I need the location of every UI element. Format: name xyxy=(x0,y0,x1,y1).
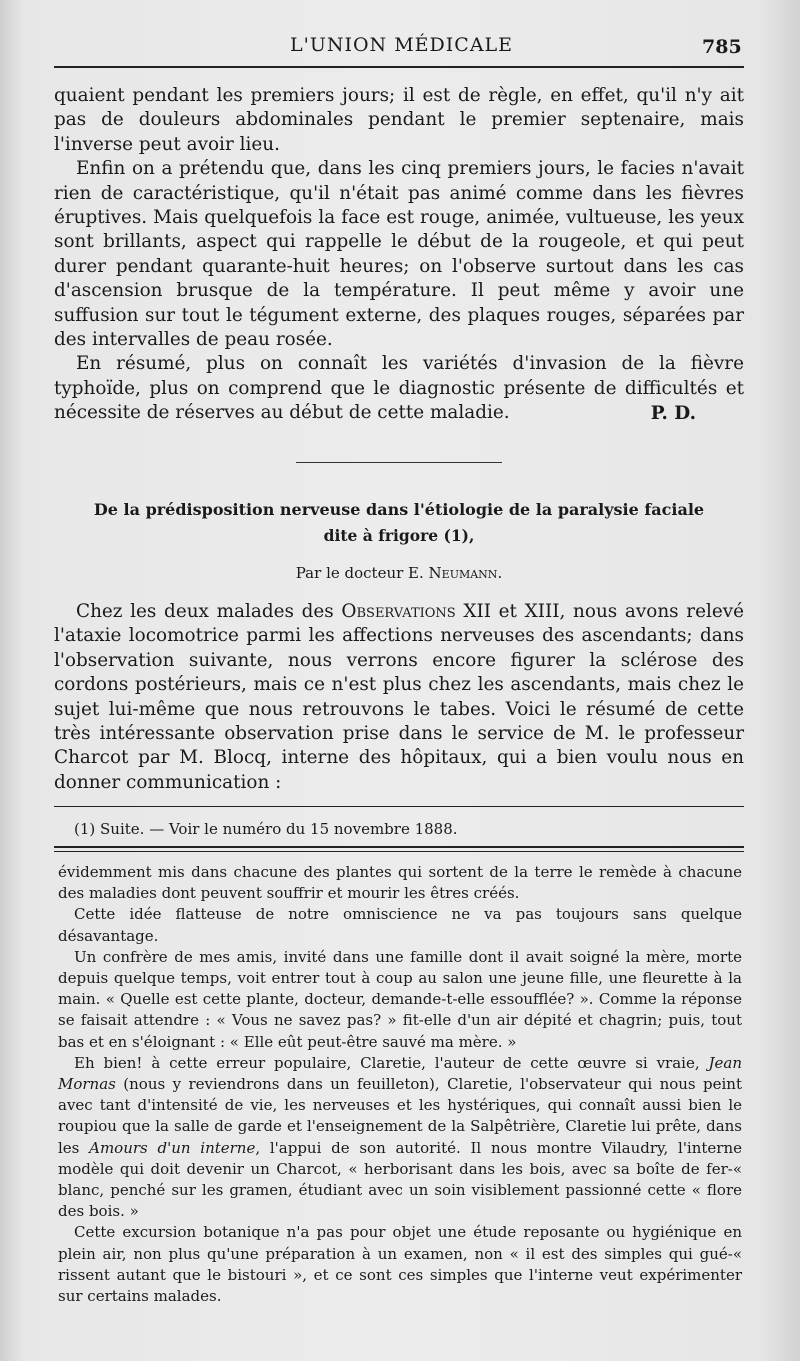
byline-suffix: . xyxy=(497,564,503,582)
footnote-rule xyxy=(54,806,744,807)
small-caps-span: Observations xyxy=(341,601,456,622)
paragraph: Cette excursion botanique n'a pas pour objet une étude reposante ou hygiénique en plein air, non plus qu'une préparation à un examen, non « il est des simples qui gué-« rissent autant que le bistouri », et ce sont ces simples que l'interne veut expérimenter sur certains malades. xyxy=(58,1223,742,1306)
paragraph: Enfin on a prétendu que, dans les cinq premiers jours, le facies n'avait rien de caractéristique, qu'il n'était pas animé comme dans les fièvres éruptives. Mais quelquefois la face est rouge, animée, vultueuse, les yeux sont brillants, aspect qui rappelle le début de la rougeole, et qui peut durer pendant quarante-huit heures; on l'observe surtout dans les cas d'ascension brusque de la température. Il peut même y avoir une suffusion sur tout le tégument externe, des plaques rouges, séparées par des intervalles de peau rosée. xyxy=(54,158,744,351)
feuilleton-text xyxy=(58,862,742,1307)
feuilleton-rule-bottom xyxy=(54,851,744,852)
article-body xyxy=(54,600,744,795)
text-span: Chez les deux malades des xyxy=(76,601,342,622)
previous-article-text xyxy=(54,84,744,426)
paragraph: évidemment mis dans chacune des plantes qui sortent de la terre le remède à chacune des maladies dont peuvent souffrir et mourir les êtres créés. xyxy=(58,863,742,903)
paragraph: Cette idée flatteuse de notre omniscience ne va pas toujours sans quelque désavantage. xyxy=(58,905,742,945)
paragraph xyxy=(58,1053,742,1223)
article-title-line-2: dite à frigore (1), xyxy=(323,526,475,545)
section-divider xyxy=(296,462,502,463)
page-header xyxy=(0,30,800,64)
feuilleton-rule-top xyxy=(54,846,744,848)
text-span: , l'appui de son autorité. Il nous montre Vilaudry, l'interne modèle qui doit devenir un Charcot, « herborisant dans les bois, avec sa boîte de fer-« blanc, penché sur les gramen, étudiant avec un soin visiblement passionné cette « flore des bois. » xyxy=(58,1138,743,1221)
paragraph: En résumé, plus on connaît les variétés d'invasion de la fièvre typhoïde, plus on comprend que le diagnostic présente de difficultés et nécessite de réserves au début de cette maladie. xyxy=(54,353,744,424)
article-title xyxy=(54,497,744,549)
signature: P. D. xyxy=(650,402,696,424)
paragraph: quaient pendant les premiers jours; il est de règle, en effet, qu'il n'y ait pas de douleurs abdominales pendant le premier septenaire, mais l'inverse peut avoir lieu. xyxy=(54,85,744,155)
text-span: XII et XIII, nous avons relevé l'ataxie locomotrice parmi les affections nerveuses des ascendants; dans l'observation suivante, nous verrons encore figurer la sclérose des cordons postérieurs, mais ce n'est plus chez les ascendants, mais chez le sujet lui-même que nous retrouvons le tabes. Voici le résumé de cette très intéressante observation prise dans le service de M. le professeur Charcot par M. Blocq, interne des hôpitaux, qui a bien voulu nous en donner communication : xyxy=(54,601,745,793)
page-number: 785 xyxy=(702,36,742,58)
footnote: (1) Suite. — Voir le numéro du 15 novembre 1888. xyxy=(74,820,458,838)
header-rule xyxy=(54,66,744,68)
running-title: L'UNION MÉDICALE xyxy=(290,34,514,56)
italic-span: Amours d'un interne xyxy=(89,1138,256,1157)
paragraph xyxy=(54,600,744,795)
byline-author: Neumann xyxy=(428,564,498,582)
italic-span: Jean Mornas xyxy=(58,1053,742,1094)
text-span: Eh bien! à cette erreur populaire, Claretie, l'auteur de cette œuvre si vraie, xyxy=(74,1053,709,1072)
text-span: (nous y reviendrons dans un feuilleton), Claretie, l'observateur qui nous peint avec tant d'intensité de vie, les nerveuses et les hystériques, qui connaît aussi bien le roupiou que la salle de garde et l'enseignement de la Salpêtrière, Claretie lui prête, dans les xyxy=(58,1075,742,1157)
paragraph: Un confrère de mes amis, invité dans une famille dont il avait soigné la mère, morte depuis quelque temps, voit entrer tout à coup au salon une jeune fille, une fleurette à la main. « Quelle est cette plante, docteur, demande-t-elle essoufflée? ». Comme la réponse se faisait attendre : « Vous ne savez pas? » fit-elle d'un air dépité et chagrin; puis, tout bas et en s'éloignant : « Elle eût peut-être sauvé ma mère. » xyxy=(58,947,742,1051)
article-title-line-1: De la prédisposition nerveuse dans l'étiologie de la paralysie faciale xyxy=(93,500,705,519)
byline xyxy=(54,564,744,582)
byline-prefix: Par le docteur E. xyxy=(295,564,429,582)
